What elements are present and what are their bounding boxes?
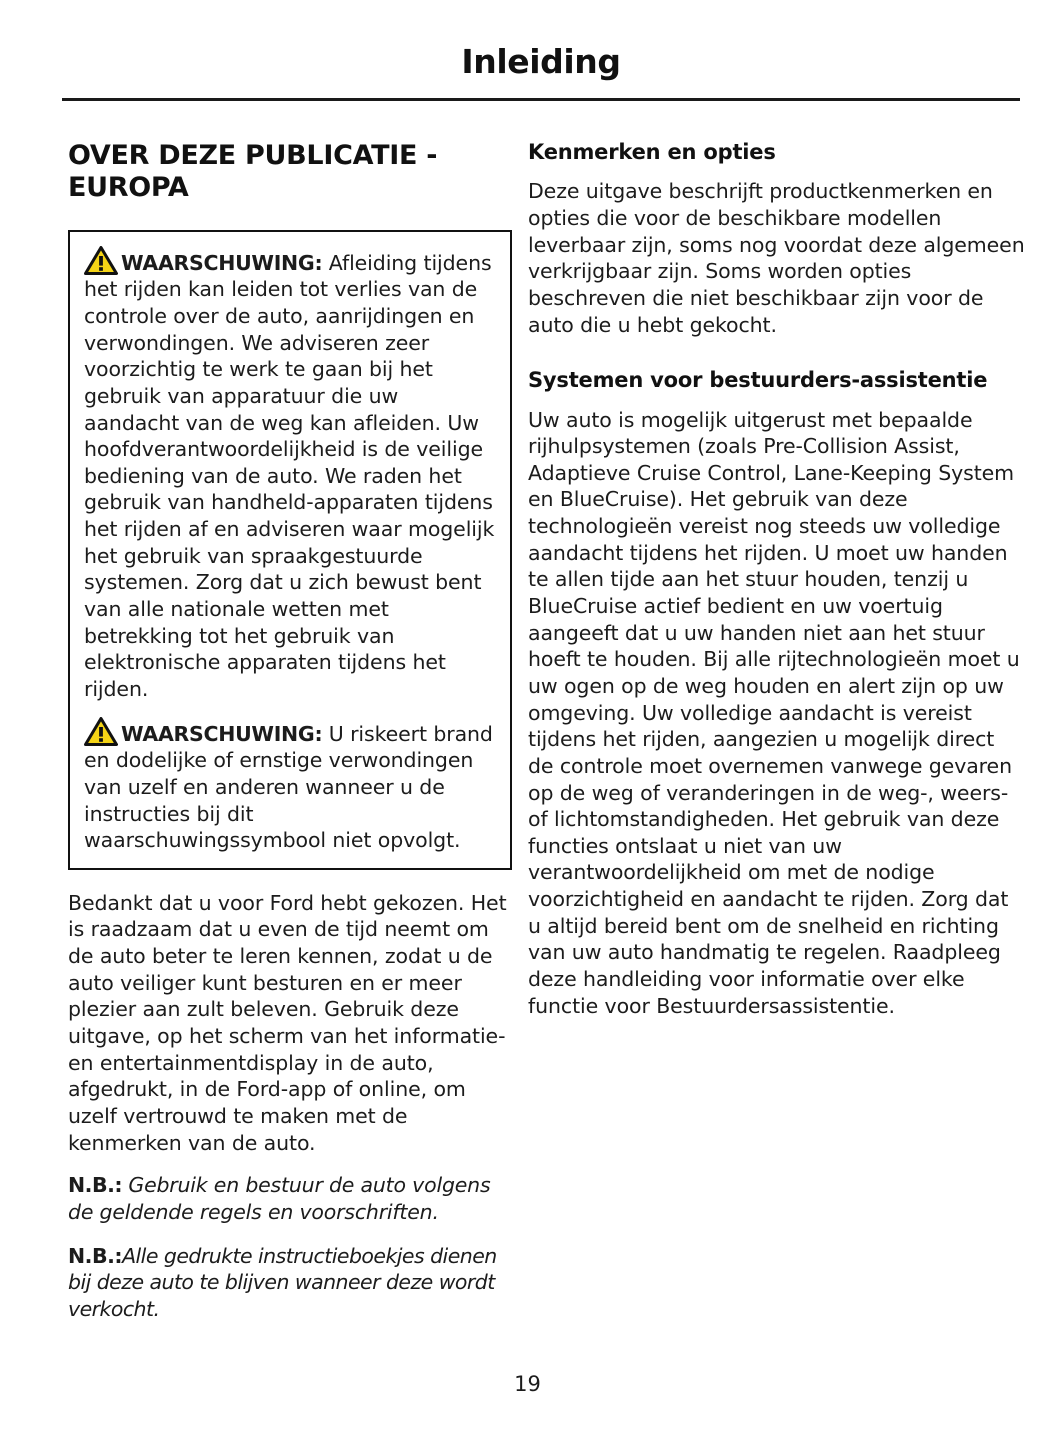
note-label-1: N.B.: (68, 1173, 123, 1198)
intro-paragraph: Bedankt dat u voor Ford hebt gekozen. Het is raadzaam dat u even de tijd neemt om de auto beter te leren kennen, zodat u de auto veiliger kunt besturen en er meer plezier aan zult beleven. Gebruik deze uitgave, op het scherm van het informatie- en entertainmentdisplay in de auto, afgedrukt, in de Ford-app of online, om uzelf vertrouwd te maken met de kenmerken van de auto. (68, 890, 507, 1155)
warning-paragraph-1 (84, 246, 496, 703)
page-title: Inleiding (461, 42, 621, 81)
warning-triangle-icon (84, 717, 118, 746)
left-column (0, 140, 528, 1339)
note-text-1: Gebruik en bestuur de auto volgens de geldende regels en voorschriften. (68, 1173, 491, 1224)
warning-label-1: WAARSCHUWING: (121, 250, 323, 275)
section-heading-over-deze-publicatie: OVER DEZE PUBLICATIE - EUROPA (68, 140, 438, 203)
driver-assistance-paragraph: Uw auto is mogelijk uitgerust met bepaalde rijhulpsystemen (zoals Pre-Collision Assist, Adaptieve Cruise Control, Lane-Keeping System en BlueCruise). Het gebruik van deze technologieën vereist nog steeds uw volledige aandacht tijdens het rijden. U moet uw handen te allen tijde aan het stuur houden, tenzij u BlueCruise actief bedient en uw voertuig aangeeft dat u uw handen niet aan het stuur hoeft te houden. Bij alle rijtechnologieën moet u uw ogen op de weg houden en alert zijn op uw omgeving. Uw volledige aandacht is vereist tijdens het rijden, aangezien u mogelijk direct de controle moet overnemen vanwege gevaren op de weg of veranderingen in de weg-, weers- of lichtomstandigheden. Het gebruik van deze functies ontslaat u niet van uw verantwoordelijkheid om met de nodige voorzichtigheid en aandacht te rijden. Zorg dat u altijd bereid bent om de snelheid en richting van uw auto handmatig te regelen. Raadpleeg deze handleiding voor informatie over elke functie voor Bestuurdersassistentie. (528, 407, 1020, 1018)
warning-text-2: U riskeert brand en dodelijke of ernstige verwondingen van uzelf en anderen wanneer u de instructies bij dit waarschuwingssymbool niet opvolgt. (84, 721, 493, 853)
content-columns (0, 140, 1055, 1339)
warning-triangle-icon (84, 246, 118, 275)
right-column (528, 140, 1055, 1339)
note-1 (68, 1172, 518, 1225)
warning-text-1: Afleiding tijdens het rijden kan leiden tot verlies van de controle over de auto, aanrijdingen en verwondingen. We adviseren zeer voorzichtig te werk te gaan bij het gebruik van apparatuur die uw aandacht van de weg kan afleiden. Uw hoofdverantwoordelijkheid is de veilige bediening van de auto. We raden het gebruik van handheld-apparaten tijdens het rijden af en adviseren waar mogelijk het gebruik van spraakgestuurde systemen. Zorg dat u zich bewust bent van alle nationale wetten met betrekking tot het gebruik van elektronische apparaten tijdens het rijden. (84, 250, 495, 701)
note-2 (68, 1243, 518, 1323)
note-label-2: N.B.: (68, 1243, 123, 1268)
header-divider (62, 98, 1020, 101)
warning-label-2: WAARSCHUWING: (121, 721, 323, 746)
page-header (62, 44, 1020, 80)
warning-paragraph-2 (84, 717, 496, 854)
page-number: 19 (514, 1372, 541, 1396)
note-text-2: Alle gedrukte instructieboekjes dienen bij deze auto te blijven wanneer deze wordt verkocht. (68, 1243, 497, 1321)
warning-box (68, 230, 512, 870)
features-paragraph: Deze uitgave beschrijft productkenmerken en opties die voor de beschikbare modellen leverbaar zijn, soms nog voordat deze algemeen verkrijgbaar zijn. Soms worden opties beschreven die niet beschikbaar zijn voor de auto die u hebt gekocht. (528, 179, 1025, 337)
subheading-systemen-voor-bestuurdersassistentie: Systemen voor bestuurders-assistentie (528, 368, 988, 393)
subheading-kenmerken-en-opties: Kenmerken en opties (528, 140, 776, 164)
